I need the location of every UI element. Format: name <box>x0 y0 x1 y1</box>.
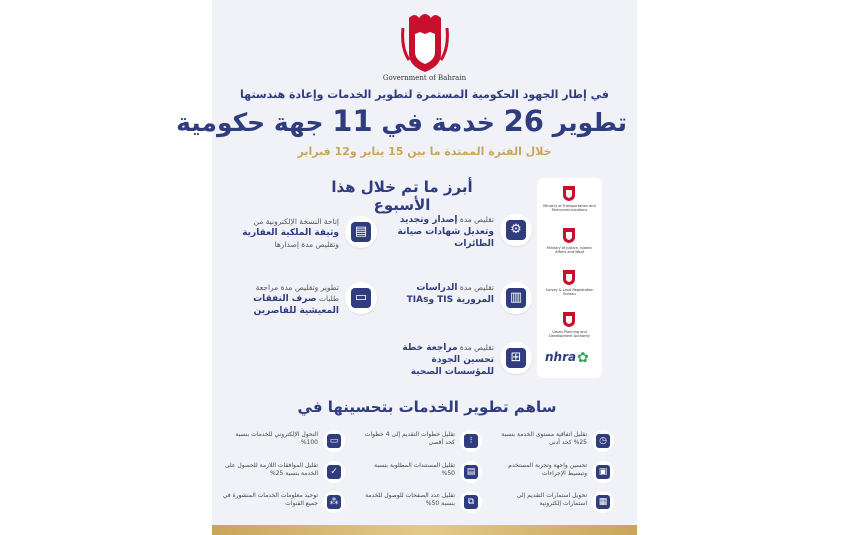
flower-icon: ✿ <box>577 350 589 366</box>
monitor-icon: ▭ <box>327 434 341 448</box>
partner-logo <box>542 226 597 266</box>
partner-logo <box>542 310 597 350</box>
contrib-item: ⁝ تقليل خطوات التقديم إلى 4 خطوات كحد أقصى <box>357 430 482 456</box>
poster <box>176 0 637 535</box>
emblem-icon <box>562 184 576 202</box>
contrib-item: ✓ تقليل الموافقات اللازمة للحصول على الخدمة بنسبة 25% <box>220 461 345 487</box>
headline-part1: تطوير <box>552 108 627 137</box>
contribution-title: ساهم تطوير الخدمات بتحسينها في <box>297 398 557 416</box>
week-item-health: ⊞ تقليص مدة مراجعة خطة تحسين الجودة للمؤسسات الصحية <box>387 338 532 388</box>
contrib-item: ▣ تحسين واجهة وتجربة المستخدم وتبسيط الإجراءات <box>489 461 614 487</box>
contrib-item: ⧉ تقليل عدد الصفحات للوصول للخدمة بنسبة 50% <box>357 491 482 517</box>
clock-icon: ◷ <box>596 434 610 448</box>
wallet-icon: ▭ <box>351 288 371 308</box>
partner-label: Survey & Land Registration Bureau <box>545 288 594 296</box>
emblem-icon <box>562 310 576 328</box>
footer-gold-bar <box>212 525 637 535</box>
contrib-item: ▦ تحويل استمارات التقديم إلى استمارات إلكترونية <box>489 491 614 517</box>
approval-icon: ✓ <box>327 465 341 479</box>
emblem-icon <box>562 226 576 244</box>
document-icon: ▤ <box>351 222 371 242</box>
partner-label: Ministry of Transportation and Telecommunications <box>543 204 596 212</box>
emblem-icon <box>562 268 576 286</box>
headline-part2: خدمة في <box>381 108 495 137</box>
government-label: Government of Bahrain <box>382 74 467 82</box>
network-icon: ⁂ <box>327 495 341 509</box>
partner-logo <box>542 184 597 224</box>
gear-icon: ⚙ <box>506 220 526 240</box>
intro-text: في إطار الجهود الحكومية المستمرة لتطوير الخدمات وإعادة هندستها <box>240 88 609 101</box>
files-icon: ▤ <box>464 465 478 479</box>
form-icon: ▦ <box>596 495 610 509</box>
steps-icon: ⁝ <box>464 434 478 448</box>
partner-label: Ministry of Justice, Islamic Affairs and Waqf <box>546 246 593 254</box>
partner-logo <box>542 268 597 308</box>
headline <box>176 104 627 138</box>
headline-part3: جهة حكومية <box>176 108 324 137</box>
bahrain-emblem-icon <box>395 8 455 80</box>
week-item-traffic: ▥ تقليص مدة الدراسات المرورية TIS وTIAs <box>387 278 532 318</box>
ui-icon: ▣ <box>596 465 610 479</box>
week-highlights-title: أبرز ما تم خلال هذا الأسبوع <box>331 178 473 214</box>
period-text: خلال الفترة الممتدة ما بين 15 يناير و12 فبراير <box>297 145 552 158</box>
nhra-logo: nhra <box>545 350 577 364</box>
headline-num-services: 26 <box>503 104 544 138</box>
workflow-icon: ⊞ <box>506 348 526 368</box>
week-item-aircraft: ⚙ تقليص مدة إصدار وتجديد وتعديل شهادات صيانة الطائرات <box>387 210 532 250</box>
partners-panel <box>537 178 602 378</box>
contrib-item: ⁂ توحيد معلومات الخدمات المنشورة في جميع القنوات <box>220 491 345 517</box>
week-item-expenses: ▭ تطوير وتقليص مدة مراجعة طلبات صرف النفقات المعيشية للقاصرين <box>232 278 377 318</box>
contrib-item: ▭ التحول الإلكتروني للخدمات بنسبة 100% <box>220 430 345 456</box>
traffic-icon: ▥ <box>506 288 526 308</box>
week-item-property: ▤ إتاحة النسخة الإلكترونية من وثيقة الملكية العقارية وتقليص مدة إصدارها <box>232 212 377 252</box>
pages-icon: ⧉ <box>464 495 478 509</box>
contrib-item: ◷ تقليل اتفاقية مستوى الخدمة بنسبة 25% كحد أدنى <box>489 430 614 456</box>
headline-num-entities: 11 <box>332 104 373 138</box>
contrib-item: ▤ تقليل المستندات المطلوبة بنسبة 50% <box>357 461 482 487</box>
partner-label: Urban Planning and Development Authority <box>549 330 590 338</box>
